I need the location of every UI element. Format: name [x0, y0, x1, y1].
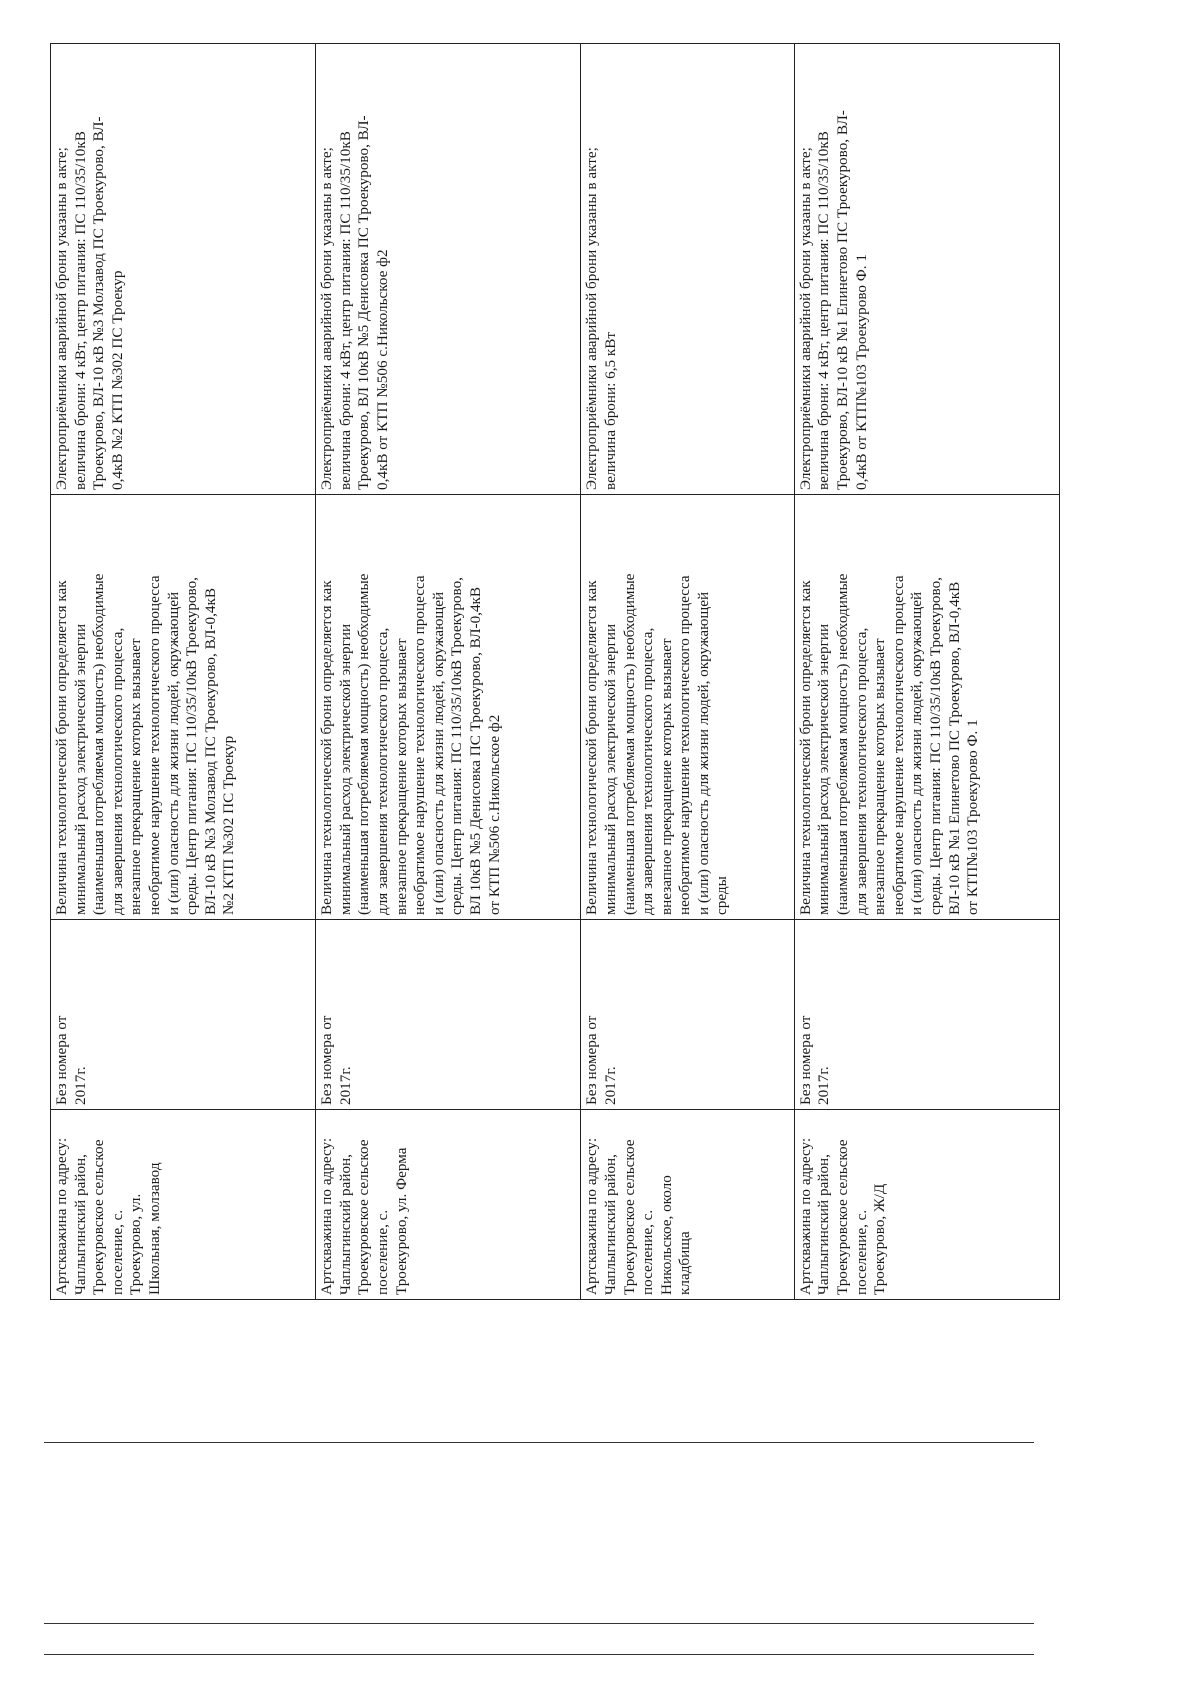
divider-line [44, 1442, 1034, 1443]
cell-technological-reserve: Величина технологической брони определяется как минимальный расход электрической энергии (наименьшая потребляемая мощность) необходимые для завершения технологического процесса, внезапное прекращение которых вызывает необратимое нарушение технологического процесса и (или) опасность для жизни людей, окружающей среды. Центр питания: ПС 110/35/10кВ Троекурово, ВЛ-10 кВ №1 Епинетово ПС Троекурово, ВЛ-0,4кВ от КТП№103 Троекурово Ф. 1 [794, 495, 1059, 920]
rotated-table-wrapper [50, 44, 1060, 1300]
cell-emergency-reserve: Электроприёмники аварийной брони указаны в акте; величина брони: 4 кВт, центр питания: ПС 110/35/10кВ Троекурово, ВЛ-10 кВ №1 Епинетово ПС Троекурово, ВЛ- 0,4кВ от КТП№103 Троекурово Ф. 1 [794, 44, 1059, 495]
table-row [316, 44, 581, 1300]
cell-object-address: Артскважина по адресу: Чаплыгинский район, Троекуровское сельское поселение, с. Троекурово, ул. Ферма [316, 1110, 581, 1300]
cell-technological-reserve: Величина технологической брони определяется как минимальный расход электрической энергии (наименьшая потребляемая мощность) необходимые для завершения технологического процесса, внезапное прекращение которых вызывает необратимое нарушение технологического процесса и (или) опасность для жизни людей, окружающей среды. Центр питания: ПС 110/35/10кВ Троекурово, ВЛ 10кВ №5 Денисовка ПС Троекурово, ВЛ-0,4кВ от КТП №506 с.Никольское ф2 [316, 495, 581, 920]
cell-technological-reserve: Величина технологической брони определяется как минимальный расход электрической энергии (наименьшая потребляемая мощность) необходимые для завершения технологического процесса, внезапное прекращение которых вызывает необратимое нарушение технологического процесса и (или) опасность для жизни людей, окружающей среды [581, 495, 795, 920]
table-row [794, 44, 1059, 1300]
divider-line [44, 1654, 1034, 1655]
power-reserve-table [50, 43, 1060, 1300]
cell-object-address: Артскважина по адресу: Чаплыгинский район, Троекуровское сельское поселение, с. Никольское, около кладбища [581, 1110, 795, 1300]
cell-object-address: Артскважина по адресу: Чаплыгинский район, Троекуровское сельское поселение, с. Троекурово, Ж/Д [794, 1110, 1059, 1300]
divider-line [44, 1623, 1034, 1624]
cell-emergency-reserve: Электроприёмники аварийной брони указаны в акте; величина брони: 4 кВт, центр питания: ПС 110/35/10кВ Троекурово, ВЛ-10 кВ №3 Молзавод ПС Троекурово, ВЛ- 0,4кВ №2 КТП №302 ПС Троекур [51, 44, 316, 495]
cell-emergency-reserve: Электроприёмники аварийной брони указаны в акте; величина брони: 4 кВт, центр питания: ПС 110/35/10кВ Троекурово, ВЛ 10кВ №5 Денисовка ПС Троекурово, ВЛ- 0,4кВ от КТП №506 с.Никольское ф2 [316, 44, 581, 495]
cell-act-number: Без номера от 2017г. [51, 920, 316, 1110]
cell-act-number: Без номера от 2017г. [794, 920, 1059, 1110]
table-row [51, 44, 316, 1300]
cell-technological-reserve: Величина технологической брони определяется как минимальный расход электрической энергии (наименьшая потребляемая мощность) необходимые для завершения технологического процесса, внезапное прекращение которых вызывает необратимое нарушение технологического процесса и (или) опасность для жизни людей, окружающей среды. Центр питания: ПС 110/35/10кВ Троекурово, ВЛ-10 кВ №3 Молзавод ПС Троекурово, ВЛ-0,4кВ №2 КТП №302 ПС Троекур [51, 495, 316, 920]
cell-act-number: Без номера от 2017г. [316, 920, 581, 1110]
cell-emergency-reserve: Электроприёмники аварийной брони указаны в акте; величина брони: 6,5 кВт [581, 44, 795, 495]
table-row [581, 44, 795, 1300]
cell-object-address: Артскважина по адресу: Чаплыгинский район, Троекуровское сельское поселение, с. Троекурово, ул. Школьная, молзавод [51, 1110, 316, 1300]
cell-act-number: Без номера от 2017г. [581, 920, 795, 1110]
